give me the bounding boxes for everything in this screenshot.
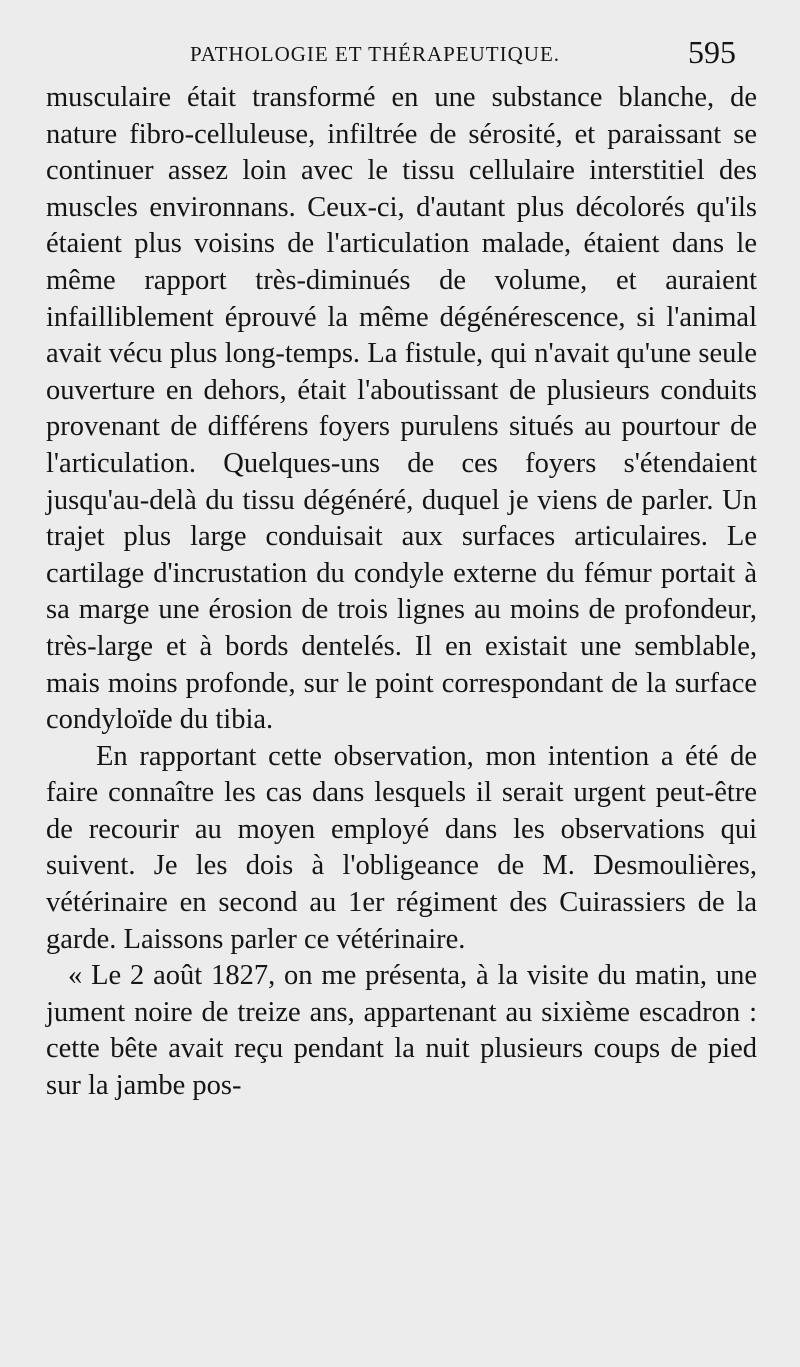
running-title: PATHOLOGIE ET THÉRAPEUTIQUE.	[190, 42, 561, 66]
paragraph-continuation: musculaire était transformé en une substance blanche, de nature fibro-celluleuse, infiltrée de sérosité, et paraissant se continuer assez loin avec le tissu cellulaire interstitiel des muscles environnans. Ceux-ci, d'autant plus décolorés qu'ils étaient plus voisins de l'articulation malade, étaient dans le même rapport très-diminués de volume, et auraient infailliblement éprouvé la même dégénérescence, si l'animal avait vécu plus long-temps. La fistule, qui n'avait qu'une seule ouverture en dehors, était l'aboutissant de plusieurs conduits provenant de différens foyers purulens situés au pourtour de l'articulation. Quelques-uns de ces foyers s'étendaient jusqu'au-delà du tissu dégénéré, duquel je viens de parler. Un trajet plus large conduisait aux surfaces articulaires. Le cartilage d'incrustation du condyle externe du fémur portait à sa marge une érosion de trois lignes au moins de profondeur, très-large et à bords dentelés. Il en existait une semblable, mais moins profonde, sur le point correspondant de la surface condyloïde du tibia.	[46, 82, 757, 736]
page-body	[46, 80, 757, 1105]
page-number: 595	[688, 34, 736, 70]
paragraph-observation-intent: En rapportant cette observation, mon intention a été de faire connaître les cas dans lesquels il serait urgent peut-être de recourir au moyen employé dans les observations qui suivent. Je les dois à l'obligeance de M. Desmoulières, vétérinaire en second au 1er régiment des Cuirassiers de la garde. Laissons parler ce vétérinaire.	[46, 740, 757, 955]
page-header	[0, 34, 800, 78]
paragraph-case-report: « Le 2 août 1827, on me présenta, à la visite du matin, une jument noire de treize ans, appartenant au sixième escadron : cette bête avait reçu pendant la nuit plusieurs coups de pied sur la jambe pos-	[46, 960, 757, 1102]
